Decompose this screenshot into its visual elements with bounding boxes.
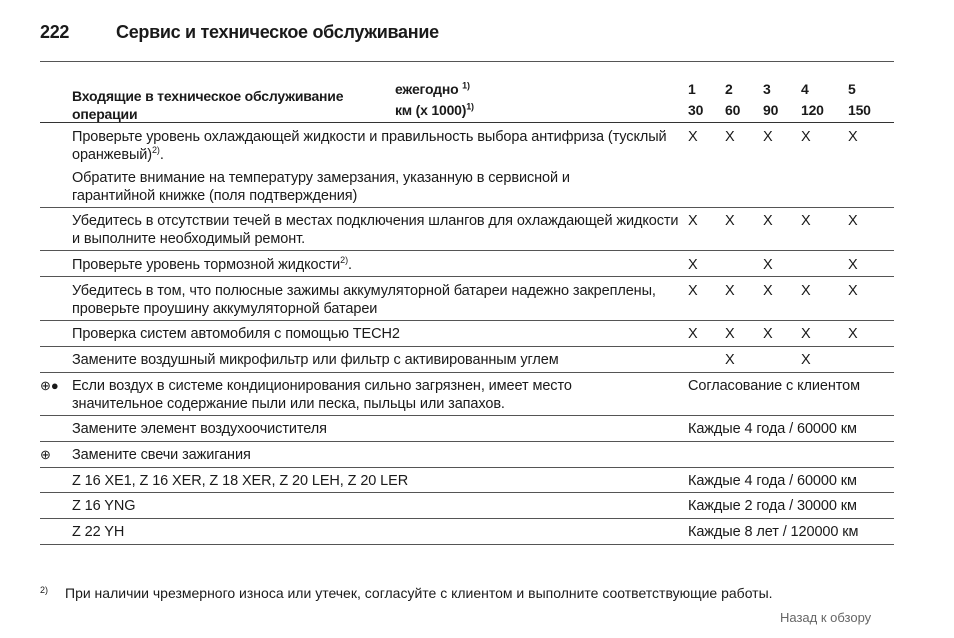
table-row: Обратите внимание на температуру замерзания, указанную в сервисной и гарантийной книжке (поля подтверждения) bbox=[72, 170, 570, 204]
row-divider bbox=[40, 276, 894, 277]
schedule-text: Каждые 2 года / 30000 км bbox=[688, 498, 857, 514]
interval-mark: X bbox=[848, 129, 858, 145]
back-to-overview-link[interactable]: Назад к обзору bbox=[780, 610, 872, 625]
schedule-text: Каждые 4 года / 60000 км bbox=[688, 473, 857, 489]
interval-mark: X bbox=[725, 326, 735, 342]
page-title: Сервис и техническое обслуживание bbox=[116, 22, 439, 42]
km-value-2: 60 bbox=[725, 102, 741, 118]
interval-mark: X bbox=[725, 283, 735, 299]
interval-mark: X bbox=[725, 213, 735, 229]
interval-2: 2 bbox=[725, 81, 733, 97]
row-divider bbox=[40, 207, 894, 208]
interval-mark: X bbox=[848, 283, 858, 299]
row-divider bbox=[40, 346, 894, 347]
interval-mark: X bbox=[763, 213, 773, 229]
footnote-ref: 2) bbox=[152, 145, 160, 156]
table-row: Замените воздушный микрофильтр или фильтр с активированным углем bbox=[72, 352, 559, 368]
schedule-text: Согласование с клиентом bbox=[688, 378, 860, 394]
service-symbol-icon: ⊕● bbox=[40, 378, 59, 393]
table-bottom-rule bbox=[40, 544, 894, 545]
schedule-text: Каждые 8 лет / 120000 км bbox=[688, 524, 859, 540]
footnote-ref: 2) bbox=[340, 255, 348, 266]
row-divider bbox=[40, 467, 894, 468]
km-header bbox=[395, 101, 474, 119]
schedule-text: Каждые 4 года / 60000 км bbox=[688, 421, 857, 437]
interval-mark: X bbox=[688, 283, 698, 299]
table-row: Если воздух в системе кондиционирования сильно загрязнен, имеет место значительное содержание пыли или песка, пыльцы или запахов. bbox=[72, 378, 572, 412]
page-heading bbox=[40, 22, 439, 43]
table-row: Замените свечи зажигания bbox=[72, 447, 251, 463]
interval-mark: X bbox=[688, 257, 698, 273]
km-value-5: 150 bbox=[848, 102, 871, 118]
footnote-text: При наличии чрезмерного износа или утечек, согласуйте с клиентом и выполните соответствующие работы. bbox=[65, 585, 773, 601]
row-divider bbox=[40, 441, 894, 442]
interval-mark: X bbox=[763, 257, 773, 273]
km-value-4: 120 bbox=[801, 102, 824, 118]
interval-mark: X bbox=[848, 213, 858, 229]
interval-mark: X bbox=[688, 213, 698, 229]
table-row: Проверка систем автомобиля с помощью TECH2 bbox=[72, 326, 400, 342]
table-row: Z 22 YH bbox=[72, 524, 125, 540]
interval-mark: X bbox=[801, 129, 811, 145]
row-suffix: . bbox=[159, 147, 164, 163]
row-text: Проверьте уровень охлаждающей жидкости и правильность выбора антифриза (тусклый оранжевый) bbox=[72, 129, 667, 163]
row-divider bbox=[40, 372, 894, 373]
interval-mark: X bbox=[801, 352, 811, 368]
footnote-mark: 2) bbox=[40, 585, 49, 595]
interval-mark: X bbox=[725, 129, 735, 145]
table-row bbox=[72, 128, 682, 164]
interval-mark: X bbox=[801, 283, 811, 299]
interval-mark: X bbox=[688, 326, 698, 342]
table-row bbox=[72, 256, 682, 274]
table-row: Замените элемент воздухоочистителя bbox=[72, 421, 327, 437]
yearly-label: ежегодно bbox=[395, 81, 459, 97]
km-label: км (х 1000) bbox=[395, 102, 467, 118]
row-divider bbox=[40, 250, 894, 251]
interval-mark: X bbox=[848, 257, 858, 273]
interval-1: 1 bbox=[688, 81, 696, 97]
row-divider bbox=[40, 415, 894, 416]
table-header-rule bbox=[40, 122, 894, 123]
interval-mark: X bbox=[763, 326, 773, 342]
row-suffix: . bbox=[347, 257, 352, 273]
interval-mark: X bbox=[763, 283, 773, 299]
interval-mark: X bbox=[688, 129, 698, 145]
interval-4: 4 bbox=[801, 81, 809, 97]
row-divider bbox=[40, 320, 894, 321]
row-divider bbox=[40, 518, 894, 519]
table-row: Убедитесь в том, что полюсные зажимы аккумуляторной батареи надежно закреплены, проверьте проушину аккумуляторной батареи bbox=[72, 283, 656, 317]
row-divider bbox=[40, 492, 894, 493]
operations-header: Входящие в техническое обслуживание операции bbox=[72, 88, 344, 122]
interval-mark: X bbox=[763, 129, 773, 145]
yearly-note: 1) bbox=[462, 80, 470, 91]
table-row: Z 16 XE1, Z 16 XER, Z 18 XER, Z 20 LEH, Z 20 LER bbox=[72, 473, 409, 489]
km-value-3: 90 bbox=[763, 102, 779, 118]
interval-mark: X bbox=[801, 326, 811, 342]
header-rule bbox=[40, 61, 894, 62]
interval-mark: X bbox=[725, 352, 735, 368]
row-text: Проверьте уровень тормозной жидкости bbox=[72, 257, 341, 273]
table-row: Z 16 YNG bbox=[72, 498, 136, 514]
page-number: 222 bbox=[40, 22, 70, 42]
yearly-header bbox=[395, 80, 470, 98]
km-note: 1) bbox=[466, 101, 474, 112]
table-row: Убедитесь в отсутствии течей в местах подключения шлангов для охлаждающей жидкости и выполните необходимый ремонт. bbox=[72, 213, 679, 247]
interval-5: 5 bbox=[848, 81, 856, 97]
interval-mark: X bbox=[848, 326, 858, 342]
interval-mark: X bbox=[801, 213, 811, 229]
interval-3: 3 bbox=[763, 81, 771, 97]
service-symbol-icon: ⊕ bbox=[40, 447, 51, 462]
km-value-1: 30 bbox=[688, 102, 704, 118]
